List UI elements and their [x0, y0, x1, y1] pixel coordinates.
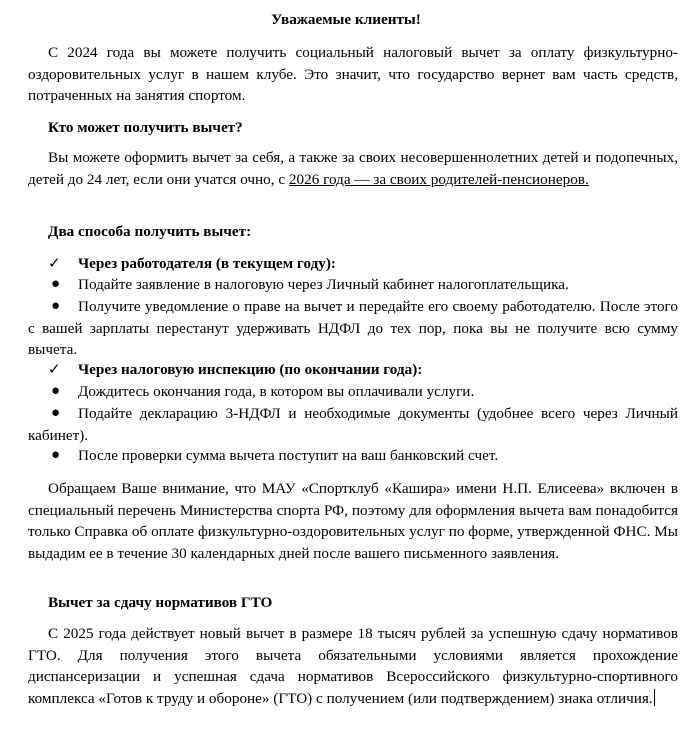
document-title: Уважаемые клиенты!: [271, 11, 421, 28]
way2-item-2: [28, 403, 678, 446]
who-heading: Кто может получить вычет?: [48, 119, 243, 136]
bullet-icon: ●: [51, 405, 61, 421]
gto-paragraph: [28, 623, 678, 709]
attention-paragraph: Обращаем Ваше внимание, что МАУ «Спортклуб «Кашира» имени Н.П. Елисеева» включен в специальный перечень Министерства спорта РФ, поэтому для оформления вычета вам понадобится только Справка об оплате физкультурно-оздоровительных услуг по форме, утвержденной ФНС. Мы выдадим ее в течение 30 календарных дней после вашего письменного заявления.: [28, 480, 678, 562]
way1-item-2: [28, 296, 678, 361]
gto-heading: Вычет за сдачу нормативов ГТО: [48, 594, 273, 611]
checkmark-icon: ✓: [48, 254, 61, 272]
way1-item-1-text: Подайте заявление в налоговую через Личный кабинет налогоплательщика.: [78, 276, 569, 293]
way2-item-3: [28, 445, 678, 467]
bullet-icon: ●: [51, 276, 61, 292]
bullet-icon: ●: [51, 447, 61, 463]
text-cursor: [654, 689, 655, 706]
way2-title-item: [28, 359, 678, 380]
who-text: Вы можете оформить вычет за себя, а также за своих несовершеннолетних детей и подопечных, детей до 24 лет, если они учатся очно, с: [28, 149, 678, 188]
way2-item-3-text: После проверки сумма вычета поступит на ваш банковский счет.: [78, 447, 499, 464]
way1-title: Через работодателя (в текущем году):: [78, 255, 336, 272]
way2-item-1-text: Дождитесь окончания года, в котором вы оплачивали услуги.: [78, 383, 475, 400]
intro-paragraph: С 2024 года вы можете получить социальный налоговый вычет за оплату физкультурно-оздоровительных услуг в нашем клубе. Это значит, что государство вернет вам часть средств, потраченных на занятия спортом.: [28, 44, 678, 104]
who-underlined-text: 2026 года — за своих родителей-пенсионеров.: [288, 170, 589, 188]
way2-item-1: [28, 381, 678, 403]
way2-title: Через налоговую инспекцию (по окончании года):: [78, 361, 423, 378]
who-paragraph: [28, 147, 678, 190]
way1-item-2-text: Получите уведомление о праве на вычет и передайте его своему работодателю. После этого с вашей зарплаты перестанут удерживать НДФЛ до тех пор, пока вы не получите всю сумму вычета.: [28, 298, 678, 358]
way1-item-1: [28, 274, 678, 296]
bullet-icon: ●: [51, 383, 61, 399]
way2-item-2-text: Подайте декларацию 3-НДФЛ и необходимые документы (удобнее всего через Личный кабинет).: [28, 405, 678, 444]
gto-text: С 2025 года действует новый вычет в размере 18 тысяч рублей за успешную сдачу нормативов ГТО. Для получения этого вычета обязательными условиями является прохождение диспансеризации и успешная сдача нормативов Всероссийского физкультурно-спортивного комплекса «Готов к труду и обороне» (ГТО) с получением (или подтверждением) знака отличия.: [28, 625, 678, 707]
ways-heading: Два способа получить вычет:: [48, 223, 252, 240]
bullet-icon: ●: [51, 298, 61, 314]
way1-title-item: [28, 253, 678, 274]
checkmark-icon: ✓: [48, 360, 61, 378]
